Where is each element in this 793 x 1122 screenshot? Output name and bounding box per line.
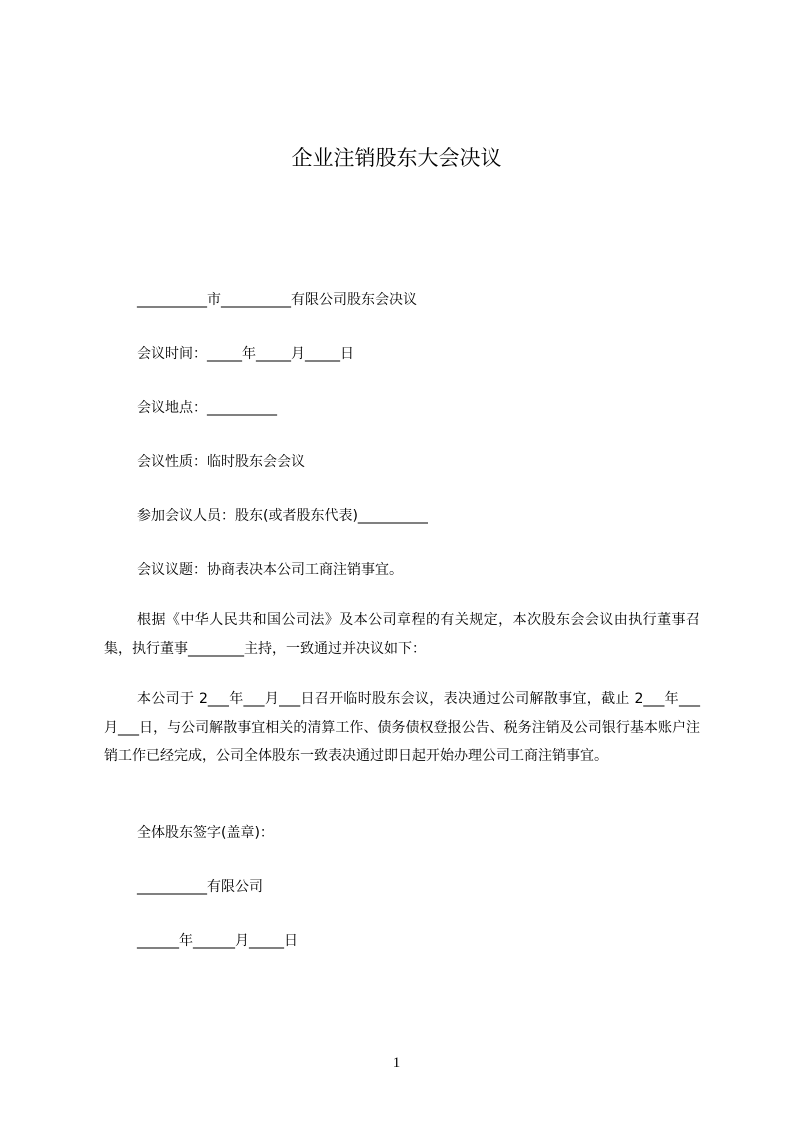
company-name-line: __________有限公司: [137, 879, 263, 895]
meeting-time-line: 会议时间：_____年_____月_____日: [137, 346, 354, 362]
page-number: 1: [392, 1055, 401, 1071]
meeting-topic-line: 会议议题：协商表决本公司工商注销事宜。: [137, 562, 403, 578]
resolution-paragraph: 本公司于 2___年___月___日召开临时股东会议，表决通过公司解散事宜，截止 2___年___月___日，与公司解散事宜相关的清算工作、债务债权登报公告、税务注销及公司银行基本账户注销工作已经完成，公司全体股东一致表决通过即日起开始办理公司工商注销事宜。: [104, 691, 700, 764]
document-title: 企业注销股东大会决议: [291, 146, 502, 170]
legal-basis-paragraph: 根据《中华人民共和国公司法》及本公司章程的有关规定，本次股东会会议由执行董事召集，执行董事________主持，一致通过并决议如下：: [104, 612, 700, 657]
meeting-place-line: 会议地点：__________: [137, 400, 277, 416]
signature-date-line: ______年______月_____日: [137, 933, 298, 949]
meeting-nature-line: 会议性质：临时股东会会议: [137, 454, 305, 470]
attendees-line: 参加会议人员：股东(或者股东代表)__________: [137, 508, 428, 524]
resolution-heading-line: __________市__________有限公司股东会决议: [137, 292, 417, 308]
signature-label: 全体股东签字(盖章)：: [137, 825, 274, 841]
